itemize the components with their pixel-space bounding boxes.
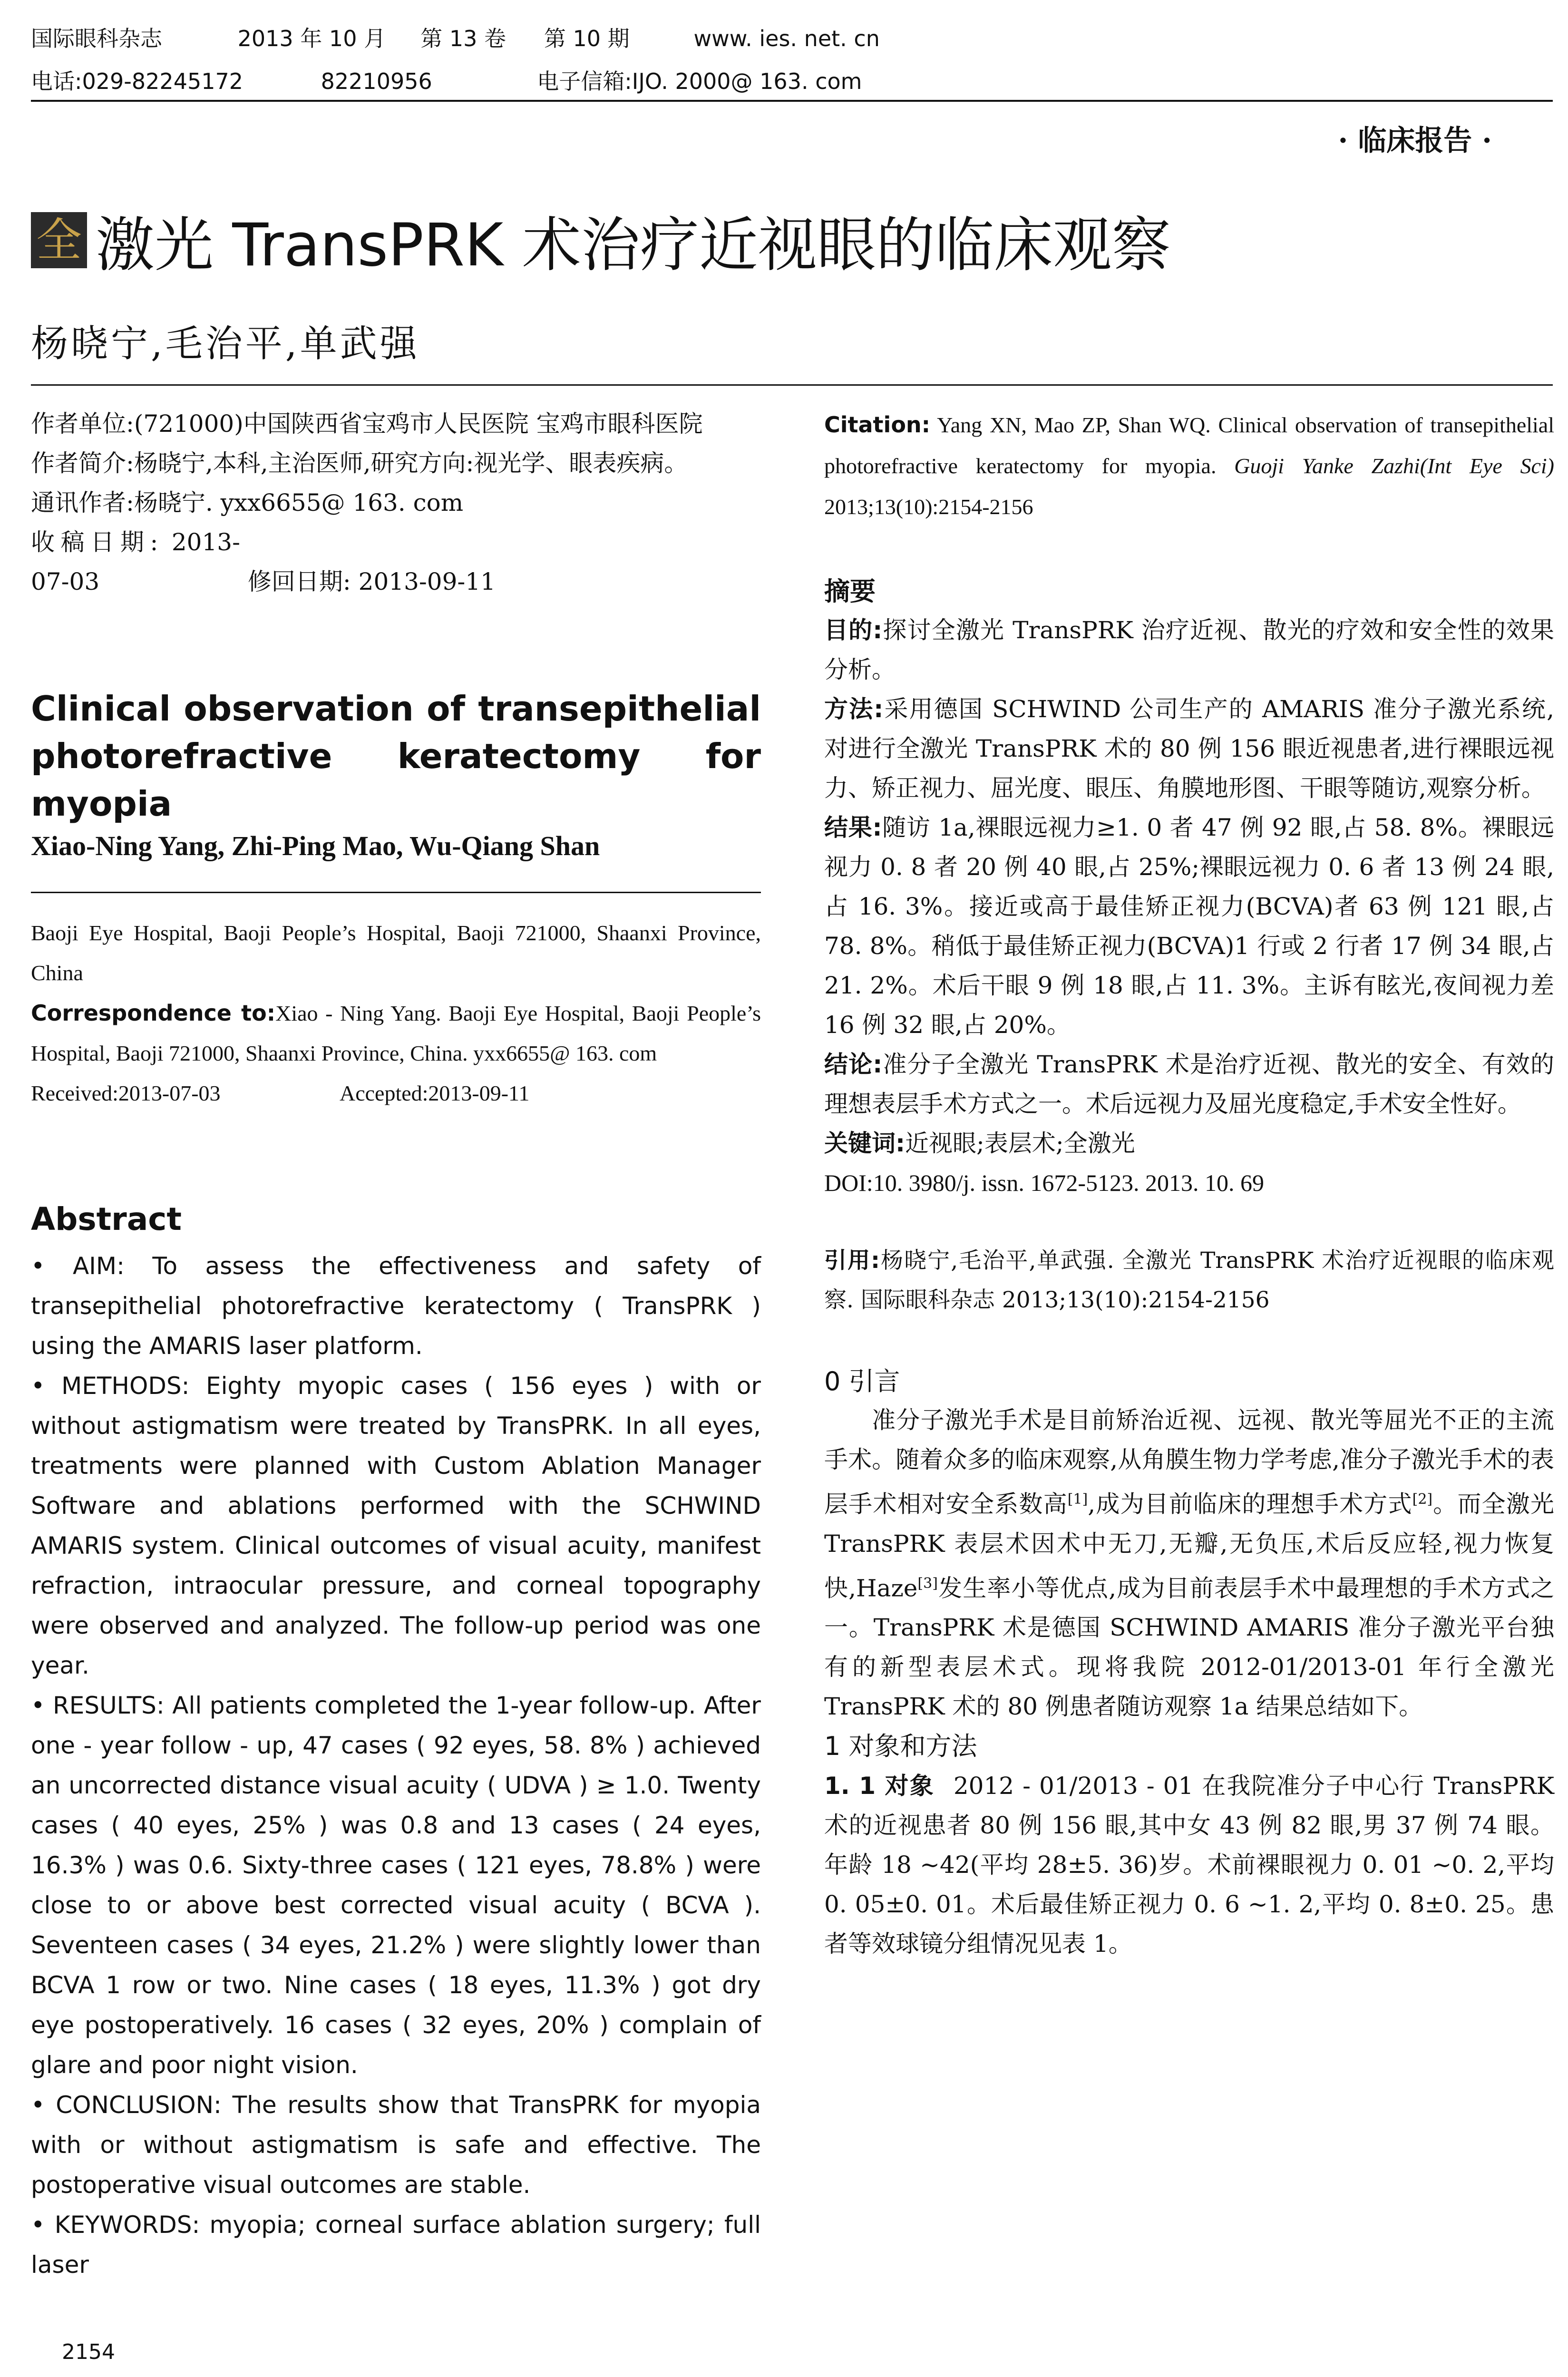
citation-journal: Guoji Yanke Zazhi(Int Eye Sci) (1234, 454, 1555, 478)
journal-header-line2 (31, 64, 862, 96)
article-title: 激光 TransPRK 术治疗近视眼的临床观察 (96, 211, 1171, 280)
subjects-text: 2012 - 01/2013 - 01 在我院准分子中心行 TransPRK 术的近视患者 80 例 156 眼,其中女 43 例 82 眼,男 37 例 74 眼。年龄 18 ~42(平均 28±5. 36)岁。术前裸眼视力 0. 01 ~0. 2,平均 0. 05±0. 01。术后最佳矫正视力 0. 6 ~1. 2,平均 0. 8±0. 25。患者等效球镜分组情况见表 1。 (824, 1772, 1554, 1958)
cite-cn (824, 1241, 1554, 1320)
journal-header-line1 (31, 21, 880, 53)
page-number: 2154 (62, 2340, 115, 2364)
issue: 第 10 期 (544, 26, 630, 51)
citation-label: Citation: (824, 412, 931, 438)
methods-text: 采用德国 SCHWIND 公司生产的 AMARIS 准分子激光系统,对进行全激光 TransPRK 术的 80 例 156 眼近视患者,进行裸眼远视力、矫正视力、屈光度、眼压、角膜地形图、干眼等随访,观察分析。 (824, 695, 1555, 802)
ref-2: [2] (1412, 1491, 1433, 1508)
author-rule (31, 892, 761, 893)
abstract-aim-cn (824, 611, 1554, 690)
intro-text-2: ,成为目前临床的理想手术方式 (1088, 1490, 1412, 1518)
left-column (31, 404, 761, 602)
title-badge: 全 (31, 212, 87, 268)
website: www. ies. net. cn (693, 26, 880, 51)
methods-heading: 1 对象和方法 (824, 1731, 977, 1762)
received-en: Received:2013-07-03 (31, 1081, 221, 1105)
author-bio: 作者简介:杨晓宁,本科,主治医师,研究方向:视光学、眼表疾病。 (31, 449, 688, 477)
affiliation-cn: 作者单位:(721000)中国陕西省宝鸡市人民医院 宝鸡市眼科医院 (31, 410, 703, 438)
english-authors: Xiao-Ning Yang, Zhi-Ping Mao, Wu-Qiang Shan (31, 830, 600, 861)
phone: 电话:029-82245172 (31, 68, 243, 94)
journal-name: 国际眼科杂志 (31, 26, 162, 51)
doi: DOI:10. 3980/j. issn. 1672-5123. 2013. 10. 69 (824, 1169, 1264, 1196)
article-category: · 临床报告 · (1338, 124, 1492, 157)
abstract-aim: • AIM: To assess the effectiveness and safety of transepithelial photorefractive keratectomy ( TransPRK ) using the AMARIS laser platform. (31, 1252, 761, 1360)
citation-text-a: Yang XN, Mao ZP, Shan WQ. Clinical observation of transepithelial photorefractive keratectomy for myopia. (824, 413, 1554, 478)
keywords-label: 关键词: (824, 1130, 905, 1157)
title-rule (31, 384, 1553, 386)
volume: 第 13 卷 (420, 26, 506, 51)
keywords-cn (824, 1124, 1554, 1163)
issue-date: 2013 年 10 月 (237, 26, 386, 51)
corresponding-author: 通讯作者:杨晓宁. yxx6655@ 163. com (31, 489, 464, 516)
citation-en (824, 404, 1554, 527)
abstract-en (31, 1246, 761, 2285)
intro-heading: 0 引言 (824, 1366, 900, 1396)
accepted-en: Accepted:2013-09-11 (339, 1081, 530, 1105)
dates-en (31, 1073, 761, 1113)
results-label: 结果: (824, 814, 882, 841)
abstract-heading-en: Abstract (31, 1201, 182, 1237)
correspondence-label: Correspondence to: (31, 1000, 276, 1026)
cite-cn-text: 杨晓宁,毛治平,单武强. 全激光 TransPRK 术治疗近视眼的临床观察. 国际眼科杂志 2013;13(10):2154-2156 (824, 1247, 1554, 1313)
cite-cn-label: 引用: (824, 1247, 880, 1274)
conclusion-label: 结论: (824, 1051, 883, 1078)
dates-cn (31, 523, 761, 602)
right-column (824, 404, 1554, 1964)
received-date: 收稿日期: 2013-07-03 (31, 528, 240, 595)
conclusion-text: 准分子全激光 TransPRK 术是治疗近视、散光的安全、有效的理想表层手术方式之一。术后远视力及屈光度稳定,手术安全性好。 (824, 1051, 1554, 1118)
results-text: 随访 1a,裸眼远视力≥1. 0 者 47 例 92 眼,占 58. 8%。裸眼远视力 0. 8 者 20 例 40 眼,占 25%;裸眼远视力 0. 6 者 13 例 24 眼,占 16. 3%。接近或高于最佳矫正视力(BCVA)者 63 例 121 眼,占 78. 8%。稍低于最佳矫正视力(BCVA)1 行或 2 行者 17 例 34 眼,占 21. 2%。术后干眼 9 例 18 眼,占 11. 3%。主诉有眩光,夜间视力差 16 例 32 眼,占 20%。 (824, 814, 1554, 1039)
phone-2: 82210956 (321, 68, 432, 94)
intro-paragraph (824, 1401, 1554, 1726)
authors-cn: 杨晓宁,毛治平,单武强 (31, 322, 420, 365)
aim-text: 探讨全激光 TransPRK 治疗近视、散光的疗效和安全性的效果分析。 (824, 616, 1554, 683)
keywords-text: 近视眼;表层术;全激光 (905, 1130, 1135, 1157)
abstract-conclusion-cn (824, 1045, 1554, 1124)
abstract-methods: • METHODS: Eighty myopic cases ( 156 eyes ) with or without astigmatism were treated by TransPRK. In all eyes, treatments were planned with Custom Ablation Manager Software and ablations performed with the SCHWIND AMARIS system. Clinical outcomes of visual acuity, manifest refraction, intraocular pressure, and corneal topography were observed and analyzed. The follow-up period was one year. (31, 1372, 761, 1679)
correspondence (31, 993, 761, 1073)
email: 电子信箱:IJO. 2000@ 163. com (537, 68, 862, 94)
english-affiliation: Baoji Eye Hospital, Baoji People’s Hospital, Baoji 721000, Shaanxi Province, China (31, 921, 761, 985)
abstract-results-cn (824, 808, 1554, 1045)
intro-text-4: 发生率小等优点,成为目前表层手术中最理想的手术方式之一。TransPRK 术是德国 SCHWIND AMARIS 准分子激光平台独有的新型表层术式。现将我院 2012-01/2013-01 年行全激光 TransPRK 术的 80 例患者随访观察 1a 结果总结如下。 (824, 1574, 1554, 1721)
ref-1: [1] (1067, 1491, 1088, 1508)
abstract-keywords: • KEYWORDS: myopia; corneal surface ablation surgery; full laser (31, 2211, 761, 2279)
ref-3: [3] (917, 1575, 938, 1592)
english-affiliation-block (31, 913, 761, 1113)
citation-text-b: 2013;13(10):2154-2156 (824, 495, 1033, 519)
abstract-heading-cn: 摘要 (824, 576, 876, 606)
article-title-block (31, 205, 1171, 280)
subjects-paragraph (824, 1766, 1554, 1964)
abstract-methods-cn (824, 690, 1554, 808)
abstract-conclusion: • CONCLUSION: The results show that TransPRK for myopia with or without astigmatism is safe and effective. The postoperative visual outcomes are stable. (31, 2091, 761, 2199)
header-rule (31, 100, 1553, 102)
abstract-results: • RESULTS: All patients completed the 1-year follow-up. After one - year follow - up, 47 cases ( 92 eyes, 58. 8% ) achieved an uncorrected distance visual acuity ( UDVA ) ≥ 1.0. Twenty cases ( 40 eyes, 25% ) was 0.8 and 13 cases ( 24 eyes, 16.3% ) was 0.6. Sixty-three cases ( 121 eyes, 78.8% ) were close to or above best corrected visual acuity ( BCVA ). Seventeen cases ( 34 eyes, 21.2% ) were slightly lower than BCVA 1 row or two. Nine cases ( 18 eyes, 11.3% ) got dry eye postoperatively. 16 cases ( 32 eyes, 20% ) complain of glare and poor night vision. (31, 1692, 761, 2079)
english-title: Clinical observation of transepithelial photorefractive keratectomy for myopia (31, 689, 761, 824)
aim-label: 目的: (824, 616, 883, 644)
revised-date: 修回日期: 2013-09-11 (247, 568, 496, 595)
methods-label: 方法: (824, 695, 884, 723)
intro-text-3: 。而全激光 TransPRK 表层术因术中无刀,无瓣,无负压,术后反应轻,视力恢复快,Haze (824, 1490, 1555, 1602)
subjects-label: 1. 1 对象 (824, 1772, 935, 1800)
intro-text-1: 准分子激光手术是目前矫治近视、远视、散光等屈光不正的主流手术。随着众多的临床观察,从角膜生物力学考虑,准分子激光手术的表层手术相对安全系数高 (824, 1406, 1554, 1518)
correspondence-text: Xiao - Ning Yang. Baoji Eye Hospital, Baoji People’s Hospital, Baoji 721000, Shaanxi Province, China. yxx6655@ 163. com (31, 1001, 761, 1065)
